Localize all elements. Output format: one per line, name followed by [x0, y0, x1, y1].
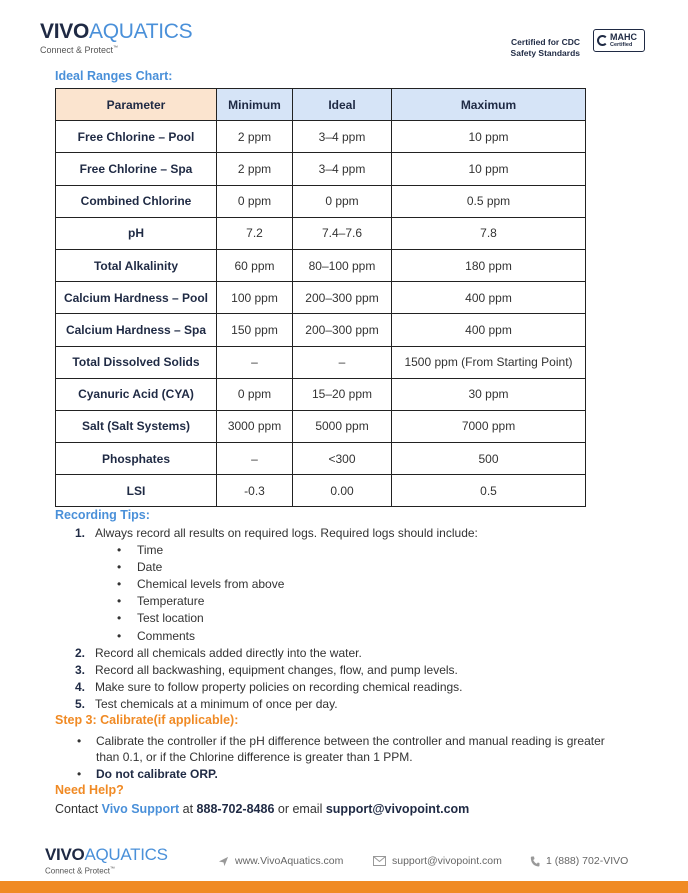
list-item: • Do not calibrate ORP.: [77, 767, 218, 781]
cell-ideal: 0 ppm: [293, 185, 392, 217]
footer-tagline: Connect & Protect: [45, 866, 110, 876]
tip-3-text: Record all backwashing, equipment changes, flow, and pump levels.: [95, 662, 458, 677]
tip-5-text: Test chemicals at a minimum of once per day.: [95, 696, 338, 711]
list-item: • Time: [75, 542, 478, 559]
header-maximum: Maximum: [392, 89, 586, 121]
cell-ideal: 3–4 ppm: [293, 153, 392, 185]
list-item: 3. Record all backwashing, equipment changes, flow, and pump levels.: [75, 662, 478, 679]
vivo-aquatics-logo: [40, 20, 192, 55]
cell-ideal: 80–100 ppm: [293, 249, 392, 281]
cell-parameter: Total Dissolved Solids: [56, 346, 217, 378]
table-row: [56, 378, 586, 410]
footer-phone-text: 1 (888) 702-VIVO: [546, 855, 629, 867]
mahc-certified-badge: [593, 29, 645, 52]
cell-maximum: 1500 ppm (From Starting Point): [392, 346, 586, 378]
footer-logo-aquatics: AQUATICS: [84, 845, 168, 864]
list-item: • Date: [75, 559, 478, 576]
cell-maximum: 0.5: [392, 475, 586, 507]
list-item: • Temperature: [75, 593, 478, 610]
cell-ideal: 3–4 ppm: [293, 121, 392, 153]
cell-parameter: LSI: [56, 475, 217, 507]
cell-ideal: 0.00: [293, 475, 392, 507]
calibrate-heading: Step 3: Calibrate(if applicable):: [55, 713, 239, 727]
sub-item-comments: Comments: [137, 628, 196, 643]
cell-minimum: –: [217, 443, 293, 475]
cell-parameter: Calcium Hardness – Pool: [56, 282, 217, 314]
list-item: • Test location: [75, 610, 478, 627]
cell-ideal: 5000 ppm: [293, 410, 392, 442]
contact-prefix: Contact: [55, 802, 99, 816]
sub-item-temperature: Temperature: [137, 594, 205, 609]
cell-minimum: 2 ppm: [217, 153, 293, 185]
tip-1-text: Always record all results on required logs. Required logs should include:: [95, 526, 478, 540]
list-item: 2. Record all chemicals added directly into the water.: [75, 645, 478, 662]
footer-logo: [45, 845, 168, 876]
ideal-ranges-table: [55, 88, 586, 507]
footer-email[interactable]: [373, 855, 502, 867]
table-row: [56, 185, 586, 217]
header-parameter: Parameter: [56, 89, 217, 121]
cell-ideal: <300: [293, 443, 392, 475]
cell-minimum: 60 ppm: [217, 249, 293, 281]
calibrate-bullet-1: Calibrate the controller if the pH difference between the controller and manual reading is greater than 0.1, or if the Chlorine difference is greater than 1 PPM.: [96, 734, 605, 764]
contact-at: at: [182, 802, 194, 816]
cell-minimum: 0 ppm: [217, 185, 293, 217]
cell-parameter: Combined Chlorine: [56, 185, 217, 217]
footer-accent-bar: [0, 881, 688, 893]
list-item: • Chemical levels from above: [75, 576, 478, 593]
vivo-support-link[interactable]: Vivo Support: [101, 802, 180, 816]
sub-item-chemical-levels: Chemical levels from above: [137, 577, 285, 592]
cell-parameter: Free Chlorine – Spa: [56, 153, 217, 185]
logo-aquatics-text: AQUATICS: [88, 20, 193, 43]
cell-parameter: Total Alkalinity: [56, 249, 217, 281]
table-row: [56, 475, 586, 507]
cell-parameter: Cyanuric Acid (CYA): [56, 378, 217, 410]
tip-4-text: Make sure to follow property policies on recording chemical readings.: [95, 679, 463, 694]
cell-maximum: 7.8: [392, 217, 586, 249]
cell-minimum: 100 ppm: [217, 282, 293, 314]
cell-minimum: 2 ppm: [217, 121, 293, 153]
mahc-c-icon: [597, 35, 608, 46]
cell-minimum: –: [217, 346, 293, 378]
list-item: • Comments: [75, 628, 478, 645]
table-row: [56, 314, 586, 346]
ideal-ranges-heading: Ideal Ranges Chart:: [55, 69, 173, 83]
phone-icon: [530, 856, 540, 867]
footer-email-text: support@vivopoint.com: [392, 855, 502, 867]
cell-minimum: 150 ppm: [217, 314, 293, 346]
sub-item-test-location: Test location: [137, 611, 204, 626]
cell-maximum: 180 ppm: [392, 249, 586, 281]
sub-item-time: Time: [137, 543, 164, 558]
cell-ideal: –: [293, 346, 392, 378]
cell-maximum: 500: [392, 443, 586, 475]
cell-maximum: 400 ppm: [392, 314, 586, 346]
cell-parameter: pH: [56, 217, 217, 249]
cell-maximum: 10 ppm: [392, 121, 586, 153]
cell-maximum: 400 ppm: [392, 282, 586, 314]
header-ideal: Ideal: [293, 89, 392, 121]
table-row: [56, 121, 586, 153]
calibrate-list: [77, 733, 617, 783]
need-help-heading: Need Help?: [55, 783, 124, 797]
support-phone[interactable]: 888-702-8486: [196, 802, 275, 816]
cdc-certification-text: [511, 37, 580, 59]
table-row: [56, 410, 586, 442]
footer-website[interactable]: [218, 855, 343, 867]
mahc-badge-sub: Certified: [610, 41, 633, 48]
recording-tips-heading: Recording Tips:: [55, 508, 150, 522]
list-item: 5. Test chemicals at a minimum of once per day.: [75, 696, 478, 713]
cell-parameter: Phosphates: [56, 443, 217, 475]
cert-line-1: Certified for CDC: [511, 37, 580, 47]
list-item: • Calibrate the controller if the pH difference between the controller and manual reading is greater than 0.1, or if the Chlorine difference is greater than 1 PPM.: [77, 733, 617, 765]
cell-parameter: Calcium Hardness – Spa: [56, 314, 217, 346]
footer-logo-vivo: VIVO: [45, 845, 85, 864]
recording-tips-list: [75, 525, 478, 713]
cell-parameter: Salt (Salt Systems): [56, 410, 217, 442]
table-row: [56, 443, 586, 475]
cell-ideal: 15–20 ppm: [293, 378, 392, 410]
cell-minimum: -0.3: [217, 475, 293, 507]
cell-parameter: Free Chlorine – Pool: [56, 121, 217, 153]
table-row: [56, 249, 586, 281]
envelope-icon: [373, 856, 386, 866]
contact-line: [55, 802, 469, 816]
logo-vivo-text: VIVO: [40, 20, 89, 43]
cell-maximum: 0.5 ppm: [392, 185, 586, 217]
list-item: 4. Make sure to follow property policies on recording chemical readings.: [75, 679, 478, 696]
tip-2-text: Record all chemicals added directly into the water.: [95, 645, 362, 660]
cell-minimum: 0 ppm: [217, 378, 293, 410]
cell-maximum: 30 ppm: [392, 378, 586, 410]
table-row: [56, 282, 586, 314]
table-row: [56, 217, 586, 249]
sub-item-date: Date: [137, 560, 163, 575]
header-minimum: Minimum: [217, 89, 293, 121]
footer-website-text: www.VivoAquatics.com: [235, 855, 344, 867]
cell-ideal: 200–300 ppm: [293, 282, 392, 314]
mahc-badge-title: MAHC: [610, 31, 637, 42]
table-row: [56, 346, 586, 378]
cell-minimum: 7.2: [217, 217, 293, 249]
cell-ideal: 7.4–7.6: [293, 217, 392, 249]
cert-line-2: Safety Standards: [510, 48, 580, 58]
contact-or-email: or email: [277, 802, 323, 816]
list-item: 1. Always record all results on required logs. Required logs should include:: [75, 525, 478, 542]
calibrate-bullet-2: Do not calibrate ORP.: [96, 767, 218, 781]
support-email[interactable]: support@vivopoint.com: [325, 802, 470, 816]
cell-maximum: 7000 ppm: [392, 410, 586, 442]
table-row: [56, 153, 586, 185]
table-header-row: [56, 89, 586, 121]
footer-trademark: ™: [109, 866, 115, 872]
cell-ideal: 200–300 ppm: [293, 314, 392, 346]
logo-tagline: Connect & Protect: [40, 45, 114, 55]
send-arrow-icon: [218, 856, 229, 867]
cell-maximum: 10 ppm: [392, 153, 586, 185]
cell-minimum: 3000 ppm: [217, 410, 293, 442]
trademark-mark: ™: [113, 45, 119, 51]
footer-phone[interactable]: [530, 855, 628, 867]
